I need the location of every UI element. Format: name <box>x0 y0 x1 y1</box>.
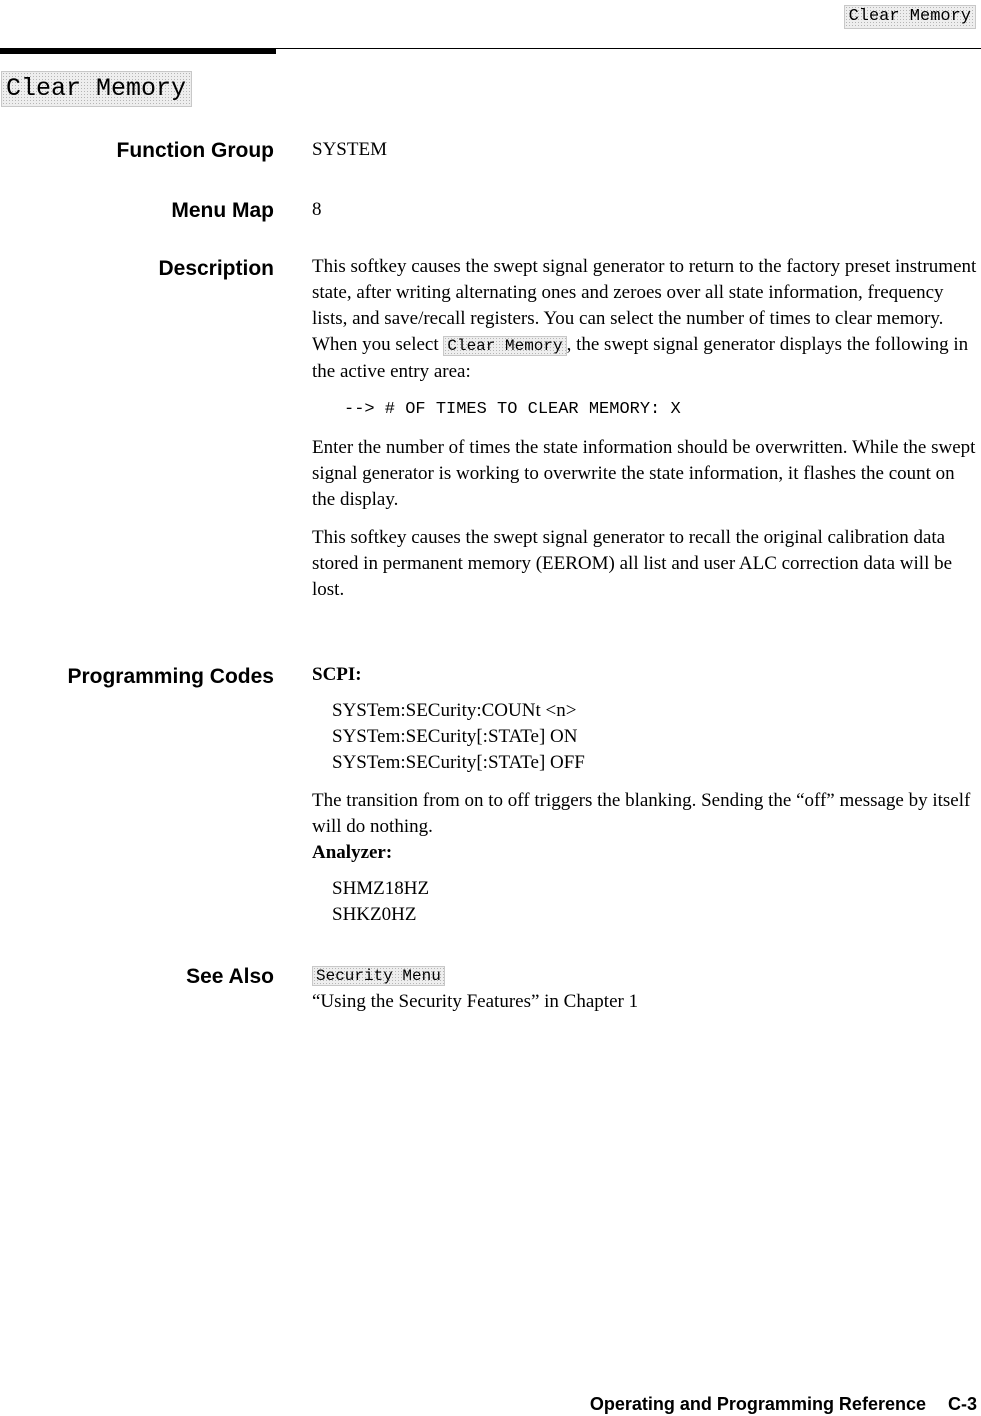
header-softkey-tab: Clear Memory <box>844 5 976 29</box>
menu-map-label: Menu Map <box>171 199 274 222</box>
description-label: Description <box>158 257 274 280</box>
analyzer-command: SHKZ0HZ <box>332 904 417 925</box>
header-rule-thin <box>276 48 981 49</box>
page-title: Clear Memory <box>1 71 192 107</box>
active-entry-prompt: --> # OF TIMES TO CLEAR MEMORY: X <box>344 400 681 419</box>
description-paragraph-3: This softkey causes the swept signal generator to recall the original calibration data stored in permanent memory (EEROM) all list and user ALC correction data will be lost. <box>312 527 953 600</box>
programming-note: The transition from on to off triggers the blanking. Sending the “off” message by itself will do nothing. <box>312 790 971 837</box>
description-paragraph-2: Enter the number of times the state information should be overwritten. While the swept signal generator is working to overwrite the state information, it flashes the count on the display. <box>312 437 976 510</box>
menu-map-value: 8 <box>312 199 322 220</box>
page-footer <box>590 1392 977 1416</box>
description-p1-text-before: This softkey causes the swept signal generator to return to the factory preset instrument state, after writing alternating ones and zeroes over all state information, frequency lists, and save/recall registers. You can select the number of times to clear memory. When you select <box>312 256 977 355</box>
function-group-label: Function Group <box>116 139 274 162</box>
analyzer-command-list <box>312 876 980 928</box>
scpi-command-list <box>312 698 980 776</box>
description-body <box>312 254 980 603</box>
analyzer-command: SHMZ18HZ <box>332 878 430 899</box>
scpi-command: SYSTem:SECurity[:STATe] ON <box>332 726 578 747</box>
footer-title: Operating and Programming Reference <box>589 1394 926 1414</box>
see-also-reference: “Using the Security Features” in Chapter 1 <box>312 991 639 1012</box>
programming-codes-body <box>312 662 980 928</box>
clear-memory-softkey-ref: Clear Memory <box>443 336 566 356</box>
scpi-command: SYSTem:SECurity:COUNt <n> <box>332 700 577 721</box>
scpi-command: SYSTem:SECurity[:STATe] OFF <box>332 752 585 773</box>
see-also-body <box>312 962 980 1015</box>
security-menu-softkey-ref: Security Menu <box>312 966 445 986</box>
header-rule-thick <box>0 48 276 54</box>
function-group-value: SYSTEM <box>312 139 387 160</box>
description-paragraph-1 <box>312 254 980 385</box>
see-also-label: See Also <box>186 965 274 988</box>
scpi-heading: SCPI: <box>312 664 362 685</box>
analyzer-heading: Analyzer: <box>312 842 393 863</box>
programming-codes-label: Programming Codes <box>67 665 274 688</box>
description-p1-text-after: , the swept signal generator displays the following in the active entry area: <box>312 334 969 382</box>
page-number: C-3 <box>947 1394 977 1414</box>
